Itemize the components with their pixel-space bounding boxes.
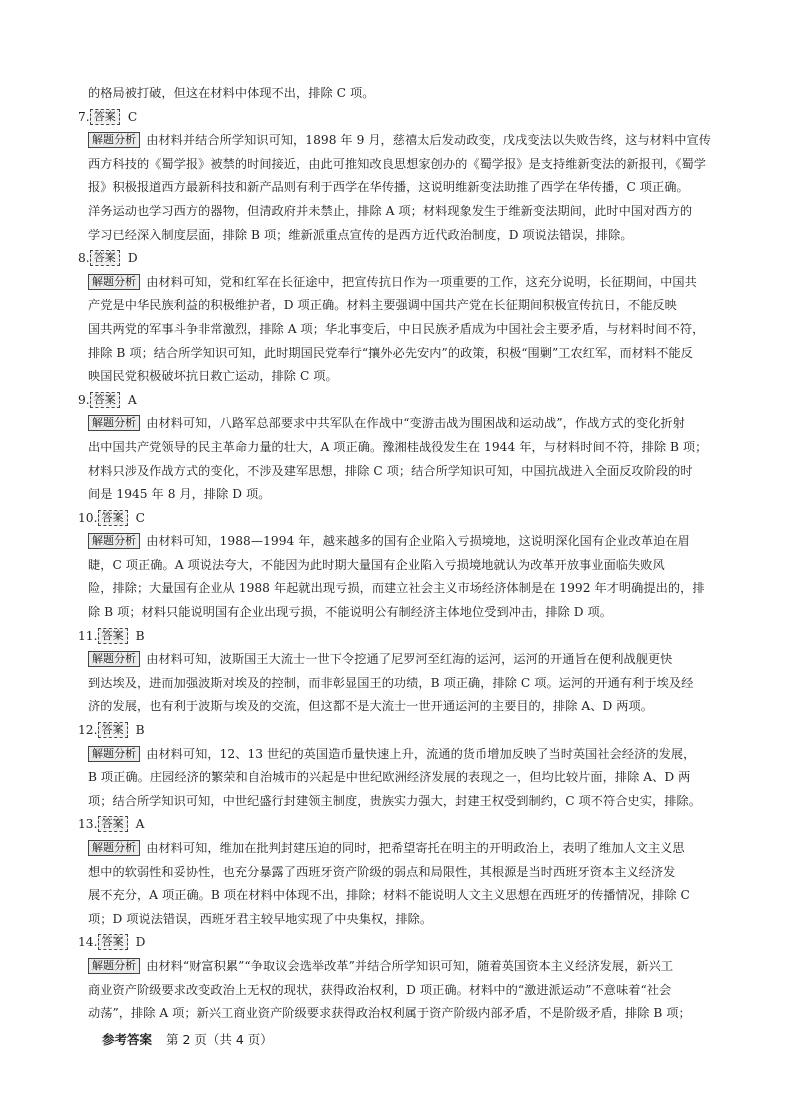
text-line: 映国民党积极破坏抗日救亡运动，排除 C 项。 xyxy=(88,369,338,384)
question-number: 11. xyxy=(78,628,98,643)
analysis-line xyxy=(88,955,708,979)
text-line: 洋务运动也学习西方的器物，但清政府并未禁止，排除 A 项；材料现象发生于维新变法期间，此时中国对西方的 xyxy=(88,203,693,218)
analysis-text: 由材料可知，党和红军在长征途中，把宣传抗日作为一项重要的工作，这充分说明，长征期间，中国共 xyxy=(146,274,697,289)
text-line: 材料只涉及作战方式的变化，不涉及建军思想，排除 C 项；结合所学知识可知，中国抗战进入全面反攻阶段的时 xyxy=(88,463,693,478)
analysis-line xyxy=(88,743,708,767)
answer-row xyxy=(78,719,708,743)
analysis-label: 解题分析 xyxy=(88,533,140,549)
answer-label: 答案 xyxy=(98,722,128,738)
text-line: 的格局被打破，但这在材料中体现不出，排除 C 项。 xyxy=(88,86,375,100)
text-line: 商业资产阶级要求改变政治上无权的现状，获得政治权利，D 项正确。材料中的“激进派运动”不意味着“社会 xyxy=(88,982,672,997)
analysis-line xyxy=(88,530,708,554)
answer-label: 答案 xyxy=(98,816,128,832)
text-line: 动荡”，排除 A 项；新兴工商业资产阶级要求获得政治权利属于资产阶级内部矛盾，不是阶级矛盾，排除 B 项； xyxy=(88,1006,691,1021)
question-number: 7. xyxy=(78,109,90,124)
answer-row xyxy=(78,389,708,413)
answer-row xyxy=(78,507,708,531)
answer-letter: A xyxy=(127,392,137,407)
answer-letter: B xyxy=(135,628,145,643)
answer-letter: A xyxy=(135,817,145,832)
text-line: 间是 1945 年 8 月，排除 D 项。 xyxy=(88,487,271,502)
answer-document xyxy=(78,82,711,1026)
analysis-label: 解题分析 xyxy=(88,651,140,667)
question-number: 8. xyxy=(78,251,90,266)
text-line: 产党是中华民族利益的积极维护者，D 项正确。材料主要强调中国共产党在长征期间积极宣传抗日，不能反映 xyxy=(88,298,677,313)
answer-letter: C xyxy=(135,510,146,525)
answer-row xyxy=(78,931,708,955)
text-line: 睫，C 项正确。A 项说法夸大，不能因为此时期大量国有企业陷入亏损境地就认为改革开放事业面临失败风 xyxy=(88,557,665,572)
text-line: 项；D 项说法错误，西班牙君主较早地实现了中央集权，排除。 xyxy=(88,911,433,926)
analysis-label: 解题分析 xyxy=(88,132,140,148)
question-number: 14. xyxy=(78,935,98,950)
text-line: 展不充分，A 项正确。B 项在材料中体现不出，排除；材料不能说明人文主义思想在西班牙的传播情况，排除 C xyxy=(88,888,690,903)
analysis-text: 由材料可知，1988—1994 年，越来越多的国有企业陷入亏损境地，这说明深化国有企业改革迫在眉 xyxy=(146,534,690,549)
analysis-text: 由材料可知，八路军总部要求中共军队在作战中“变游击战为围困战和运动战”，作战方式的变化折射 xyxy=(146,416,685,431)
footer-page-number: 第 2 页（共 4 页） xyxy=(166,1032,273,1047)
question-number: 10. xyxy=(78,510,98,525)
text-line: 济的发展，也有利于波斯与埃及的交流，但这都不是大流士一世开通运河的主要目的，排除 A、D 两项。 xyxy=(88,699,653,714)
question-number: 9. xyxy=(78,392,90,407)
answer-label: 答案 xyxy=(98,510,128,526)
answer-label: 答案 xyxy=(98,934,128,950)
analysis-line xyxy=(88,837,708,861)
text-line: 排除 B 项；结合所学知识可知，此时期国民党奉行“攘外必先安内”的政策，积极“围剿”工农红军，而材料不能反 xyxy=(88,345,693,360)
text-line: 西方科技的《蜀学报》被禁的时间接近，由此可推知改良思想家创办的《蜀学报》是支持维新变法的新报刊，《蜀学 xyxy=(88,156,707,171)
text-line: 险，排除；大量国有企业从 1988 年起就出现亏损，而建立社会主义市场经济体制是在 1992 年才明确提出的，排 xyxy=(88,581,705,596)
analysis-text: 由材料可知，波斯国王大流士一世下令挖通了尼罗河至红海的运河，运河的开通旨在便利战舰更快 xyxy=(146,652,673,667)
answer-letter: D xyxy=(127,251,138,266)
analysis-text: 由材料可知，维加在批判封建压迫的同时，把希望寄托在明主的开明政治上，表明了维加人文主义思 xyxy=(146,841,685,855)
footer-title: 参考答案 xyxy=(102,1032,153,1047)
question-number: 12. xyxy=(78,723,98,738)
answer-letter: B xyxy=(135,723,145,738)
text-line: 国共两党的军事斗争非常激烈，排除 A 项；华北事变后，中日民族矛盾成为中国社会主要矛盾，与材料时间不符， xyxy=(88,321,705,336)
answer-label: 答案 xyxy=(98,628,128,644)
analysis-text: 由材料可知，12、13 世纪的英国造币量快速上升，流通的货币增加反映了当时英国社会经济的发展， xyxy=(146,746,696,761)
analysis-line xyxy=(88,129,711,153)
text-line: 想中的软弱性和妥协性，也充分暴露了西班牙资产阶级的弱点和局限性，其根源是当时西班牙资本主义经济发 xyxy=(88,864,676,879)
analysis-label: 解题分析 xyxy=(88,274,140,290)
answer-label: 答案 xyxy=(90,250,120,266)
analysis-line xyxy=(88,412,708,436)
analysis-label: 解题分析 xyxy=(88,840,140,856)
answer-row xyxy=(78,625,708,649)
analysis-label: 解题分析 xyxy=(88,746,140,762)
text-line: 出中国共产党领导的民主革命力量的壮大，A 项正确。豫湘桂战役发生在 1944 年，与材料时间不符，排除 B 项； xyxy=(88,439,708,454)
answer-label: 答案 xyxy=(90,109,120,125)
text-line: 除 B 项；材料只能说明国有企业出现亏损，不能说明公有制经济主体地位受到冲击，排除 D 项。 xyxy=(88,605,613,620)
answer-letter: D xyxy=(135,935,146,950)
analysis-label: 解题分析 xyxy=(88,958,140,974)
text-line: B 项正确。庄园经济的繁荣和自治城市的兴起是中世纪欧洲经济发展的表现之一，但均比较片面，排除 A、D 两 xyxy=(88,770,691,785)
analysis-text: 由材料并结合所学知识可知，1898 年 9 月，慈禧太后发动政变，戊戌变法以失败告终，这与材料中宣传 xyxy=(146,133,711,148)
text-line: 项；结合所学知识可知，中世纪盛行封建领主制度，贵族实力强大，封建王权受到制约，C 项不符合史实，排除。 xyxy=(88,793,701,808)
analysis-label: 解题分析 xyxy=(88,415,140,431)
analysis-line xyxy=(88,648,708,672)
text-line: 学习已经深入制度层面，排除 B 项；维新派重点宣传的是西方近代政治制度，D 项说法错误，排除。 xyxy=(88,227,633,242)
text-line: 到达埃及，进而加强波斯对埃及的控制，而非彰显国王的功绩，B 项正确，排除 C 项。运河的开通有利于埃及经 xyxy=(88,675,694,690)
analysis-line xyxy=(88,271,708,295)
page-footer xyxy=(102,1030,273,1048)
answer-row xyxy=(78,106,708,130)
answer-label: 答案 xyxy=(90,392,120,408)
answer-letter: C xyxy=(127,109,138,124)
text-line: 报》积极报道西方最新科技和新产品则有利于西学在华传播，这说明维新变法助推了西学在华传播，C 项正确。 xyxy=(88,180,689,195)
question-number: 13. xyxy=(78,817,98,832)
answer-row xyxy=(78,247,708,271)
answer-row xyxy=(78,813,708,837)
analysis-text: 由材料“财富积累”“争取议会选举改革”并结合所学知识可知，随着英国资本主义经济发展，新兴工 xyxy=(146,958,674,973)
